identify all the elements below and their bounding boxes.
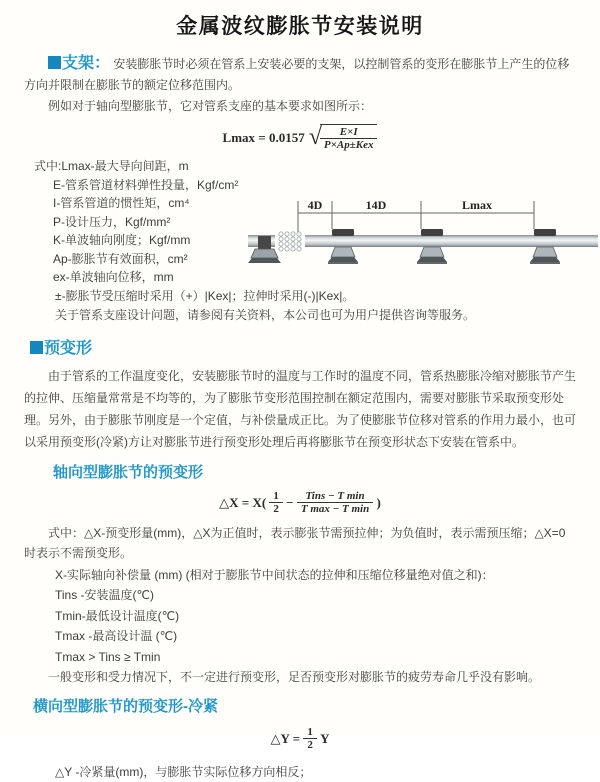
one-half-fraction: $\frac{1}{2}$	[269, 490, 283, 515]
diagram-label-14d: 14D	[365, 198, 387, 212]
consult-note: 关于管系支座设计问题，请参阅有关资料，本公司也可为用户提供咨询等服务。	[55, 307, 476, 322]
formula-lmax-denominator: P×Ap±Kex	[320, 138, 378, 151]
preform-section-label: 预变形	[44, 339, 93, 357]
diagram-label-4d: 4D	[307, 198, 323, 212]
axial-item: Tins -安装温度(℃)	[55, 588, 155, 602]
support-example-text: 例如对于轴向型膨胀节，它对管系支座的基本要求如图所示：	[48, 99, 373, 113]
formula-lmax-lhs: Lmax = 0.0157	[222, 130, 305, 145]
bellows-joint	[275, 232, 305, 251]
preform-body-text: 由于管系的工作温度变化，安装膨胀节时的温度与工作时的温度不同，管系热膨胀冷缩对膨胀节产生的拉伸、压缩量常常是不均等的，为了膨胀节变形范围控制在额定范围内，需要对膨胀节采取预变形处理。另外，由于膨胀节刚度是一个定值，与补偿量成正比。为了使膨胀节位移对管系的作用力最小，也可以采用预变形(冷紧)方让对膨胀节进行预变形处理后再将膨胀节在预变形状态下安装在管系中。	[24, 368, 577, 449]
formula-lateral	[0, 726, 600, 751]
support-body-text: 安装膨胀节时必须在管系上安装必要的支架，以控制管系的变形在膨胀节上产生的位移方向并限制在膨胀节的额定位移范围内。	[24, 57, 570, 92]
definition-line: 式中:Lmax-最大导向间距，m	[34, 159, 189, 173]
lateral-subheading: 横向型膨胀节的预变形-冷紧	[33, 698, 218, 715]
axial-item: X-实际轴向补偿量 (mm) (相对于膨胀节中间状态的拉伸和压缩位移量绝对值之和)：	[55, 567, 494, 582]
page-title: 金属波纹膨胀节安装说明	[176, 15, 424, 38]
formula-lmax	[0, 124, 600, 151]
definition-line: E-管系管道材料弹性投量，Kgf/cm²	[53, 177, 239, 192]
definition-line: Ap-膨胀节有效面积，cm²	[53, 251, 188, 266]
formula-lmax-numerator: E×I	[339, 126, 358, 138]
pipe-support-diagram	[246, 196, 598, 292]
formula-axial-close: )	[376, 494, 381, 510]
sqrt-symbol: √	[308, 124, 322, 150]
axial-item: Tmax > Tins ≥ Tmin	[55, 649, 161, 664]
axial-subheading: 轴向型膨胀节的预变形	[53, 463, 204, 481]
support-section-label: 支架：	[62, 55, 111, 72]
diagram-label-lmax: Lmax	[462, 198, 492, 212]
definition-line: K-单波轴向刚度；Kgf/mm	[53, 233, 191, 247]
minus-sign: −	[286, 494, 294, 510]
section-square-icon	[30, 341, 43, 354]
plus-minus-note: ±-膨胀节受压缩时采用（+）|Kex|；拉伸时采用(-)|Kex|。	[55, 288, 355, 303]
formula-lateral-lhs: △Y =	[270, 731, 301, 746]
formula-axial	[0, 490, 600, 515]
definition-line: ex-单波轴向位移，mm	[53, 270, 174, 284]
lateral-note-text: △Y -冷紧量(mm)，与膨胀节实际位移方向相反；	[55, 765, 312, 779]
definition-line: P-设计压力，Kgf/mm²	[53, 214, 171, 229]
axial-note-text: 一般变形和受力情况下，不一定进行预变形，足否预变形对膨胀节的疲劳寿命几乎没有影响。	[48, 670, 541, 684]
temperature-fraction: $\frac{\text{Tins − T min}}{\text{T max − T min}}$	[297, 490, 373, 515]
axial-item: Tmax -最高设计温 (℃)	[55, 629, 178, 643]
axial-items-list	[0, 565, 600, 668]
definition-line: I-管系管道的惯性矩，cm⁴	[53, 196, 190, 210]
formula-lmax-radicand	[320, 124, 378, 151]
section-square-icon	[48, 56, 61, 69]
preform-section-header	[30, 339, 600, 359]
axial-item: Tmin-最低设计温度(℃)	[55, 608, 180, 623]
one-half-fraction: $\frac{1}{2}$	[303, 726, 317, 751]
formula-axial-lhs: △X = X(	[219, 494, 267, 510]
axial-explain-text: 式中：△X-预变形量(mm)，△X为正值时，表示膨张节需预拉伸；为负值时，表示需预压缩；△X=0时表示不需预变形。	[24, 525, 566, 560]
formula-lateral-rhs: Y	[320, 731, 330, 746]
support-paragraph	[24, 53, 576, 96]
